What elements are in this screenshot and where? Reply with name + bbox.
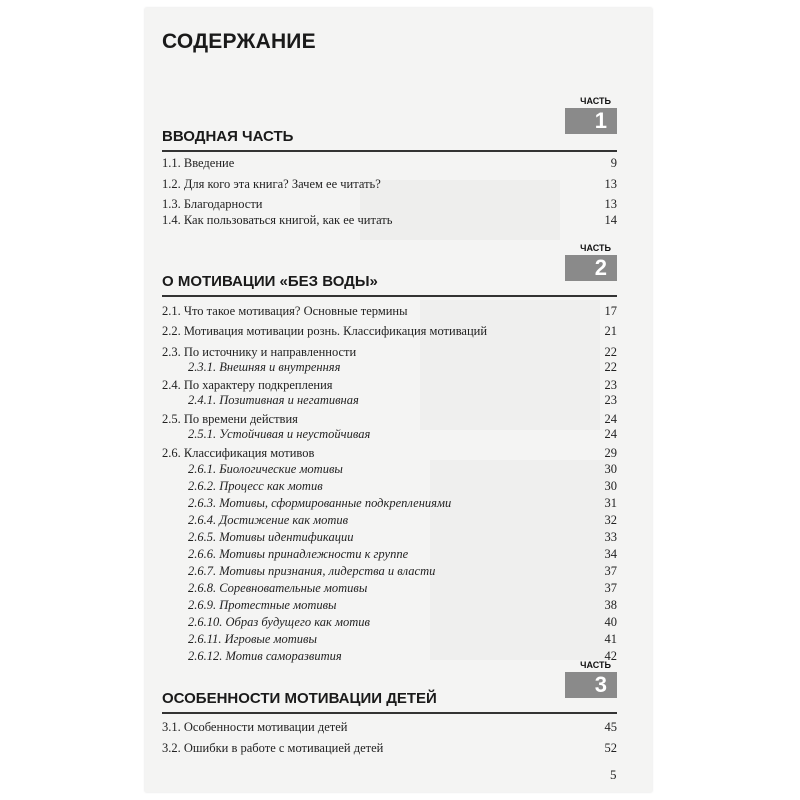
entry-page: 13 [604,197,617,211]
entry-page: 37 [604,564,617,578]
entry-page: 30 [604,479,617,493]
toc-subentry[interactable] [188,427,617,442]
toc-subentry[interactable] [188,598,617,613]
toc-subentry[interactable] [188,393,617,408]
toc-entry[interactable] [162,213,617,228]
entry-text: 2.6.4. Достижение как мотив [188,513,349,527]
entry-text: 3.2. Ошибки в работе с мотивацией детей [162,741,384,755]
entry-page: 41 [604,632,617,646]
toc-entry[interactable] [162,197,617,212]
entry-page: 21 [604,324,617,338]
toc-subentry[interactable] [188,547,617,562]
entry-text: 2.6.7. Мотивы признания, лидерства и власти [188,564,436,578]
entry-text: 2.6.1. Биологические мотивы [188,462,343,476]
entry-text: 2.6.6. Мотивы принадлежности к группе [188,547,409,561]
part-label: ЧАСТЬ [580,96,611,106]
entry-page: 34 [604,547,617,561]
entry-text: 2.5. По времени действия [162,412,298,426]
entry-page: 42 [604,649,617,663]
part-number: 2 [565,255,617,281]
entry-page: 52 [604,741,617,755]
entry-page: 45 [604,720,617,734]
entry-page: 24 [604,412,617,426]
toc-entry[interactable] [162,446,617,461]
entry-text: 1.1. Введение [162,156,235,170]
toc-subentry[interactable] [188,632,617,647]
toc-subentry[interactable] [188,564,617,579]
page-title: СОДЕРЖАНИЕ [162,30,316,53]
toc-subentry[interactable] [188,496,617,511]
part-title: ВВОДНАЯ ЧАСТЬ [162,128,617,152]
entry-page: 22 [604,345,617,359]
entry-text: 2.6.9. Протестные мотивы [188,598,337,612]
part-title: ОСОБЕННОСТИ МОТИВАЦИИ ДЕТЕЙ [162,690,617,714]
entry-text: 2.1. Что такое мотивация? Основные термины [162,304,408,318]
entry-text: 2.3.1. Внешняя и внутренняя [188,360,341,374]
entry-text: 2.2. Мотивация мотивации рознь. Классификация мотиваций [162,324,488,338]
toc-entry[interactable] [162,177,617,192]
entry-page: 40 [604,615,617,629]
entry-text: 1.3. Благодарности [162,197,263,211]
part-number: 1 [565,108,617,134]
toc-entry[interactable] [162,378,617,393]
toc-subentry[interactable] [188,649,617,664]
entry-text: 2.6.11. Игровые мотивы [188,632,317,646]
entry-text: 2.4. По характеру подкрепления [162,378,333,392]
entry-text: 2.6.2. Процесс как мотив [188,479,323,493]
toc-subentry[interactable] [188,479,617,494]
entry-page: 38 [604,598,617,612]
toc-subentry[interactable] [188,530,617,545]
entry-text: 2.6.8. Соревновательные мотивы [188,581,368,595]
entry-text: 2.4.1. Позитивная и негативная [188,393,359,407]
toc-subentry[interactable] [188,513,617,528]
toc-entry[interactable] [162,304,617,319]
entry-text: 1.4. Как пользоваться книгой, как ее читать [162,213,393,227]
entry-page: 23 [604,393,617,407]
toc-entry[interactable] [162,345,617,360]
entry-text: 2.6.10. Образ будущего как мотив [188,615,370,629]
part-label: ЧАСТЬ [580,660,611,670]
entry-page: 31 [604,496,617,510]
entry-text: 2.3. По источнику и направленности [162,345,357,359]
entry-text: 2.6.12. Мотив саморазвития [188,649,342,663]
toc-entry[interactable] [162,741,617,756]
page-number: 5 [610,767,617,782]
entry-page: 30 [604,462,617,476]
entry-text: 2.5.1. Устойчивая и неустойчивая [188,427,371,441]
entry-text: 2.6.3. Мотивы, сформированные подкреплениями [188,496,452,510]
toc-subentry[interactable] [188,581,617,596]
toc-entry[interactable] [162,156,617,171]
entry-page: 9 [610,156,617,170]
toc-subentry[interactable] [188,360,617,375]
entry-text: 2.6. Классификация мотивов [162,446,315,460]
toc-entry[interactable] [162,412,617,427]
toc-entry[interactable] [162,720,617,735]
entry-page: 13 [604,177,617,191]
toc-subentry[interactable] [188,462,617,477]
entry-page: 24 [604,427,617,441]
entry-page: 32 [604,513,617,527]
entry-text: 2.6.5. Мотивы идентификации [188,530,354,544]
part-title: О МОТИВАЦИИ «БЕЗ ВОДЫ» [162,273,617,297]
entry-page: 37 [604,581,617,595]
part-number: 3 [565,672,617,698]
entry-page: 22 [604,360,617,374]
toc-subentry[interactable] [188,615,617,630]
entry-text: 3.1. Особенности мотивации детей [162,720,348,734]
toc-entry[interactable] [162,324,617,339]
entry-text: 1.2. Для кого эта книга? Зачем ее читать? [162,177,381,191]
entry-page: 23 [604,378,617,392]
part-label: ЧАСТЬ [580,243,611,253]
entry-page: 33 [604,530,617,544]
entry-page: 14 [604,213,617,227]
entry-page: 29 [604,446,617,460]
entry-page: 17 [604,304,617,318]
